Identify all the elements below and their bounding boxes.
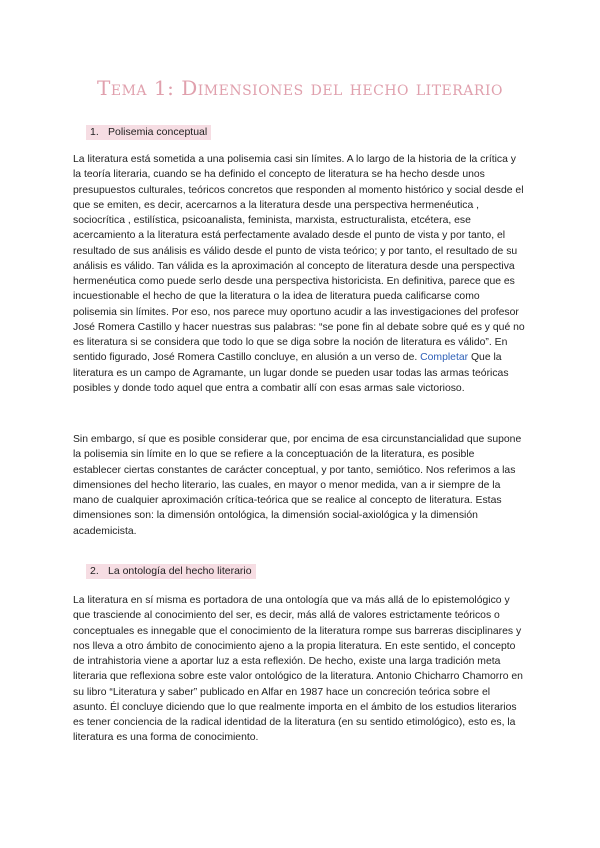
section-number: 1.: [90, 126, 99, 138]
paragraph-text-continued: Que la literatura es un campo de Agramante, un lugar donde se pueden usar todas las armas teóricas posibles y donde todo aquel que entra a combatir allí con esas armas sale victorioso.: [73, 352, 509, 394]
completar-link[interactable]: Completar: [420, 352, 469, 364]
page-title: Tema 1: Dimensiones del hecho literario: [97, 76, 503, 100]
paragraph-polisemia: [73, 152, 525, 396]
paragraph-text: La literatura está sometida a una polisemia casi sin límites. A lo largo de la historia de la crítica y la teoría literaria, cuando se ha definido el concepto de literatura se ha hecho desde unos presupuestos culturales, teóricos concretos que responden al momento histórico y social desde el que se emiten, es decir, acercarnos a la literatura desde una perspectiva hermenéutica , sociocrítica , estilística, psicoanalista, feminista, marxista, estructuralista, etcétera, ese acercamiento a la literatura está perfectamente avalado desde el punto de vista y por tanto, el resultado de sus análisis es válido desde el punto de vista teórico; y por tanto, el resultado de su análisis es válido. Tan válida es la aproximación al concepto de literatura desde una perspectiva hermenéutica como puede serlo desde una perspectiva historicista. En definitiva, parece que es incuestionable el hecho de que la literatura o la idea de literatura pueda calificarse como polisemia sin límites. Por eso, nos parece muy oportuno acudir a las investigaciones del profesor José Romera Castillo y hacer nuestras sus palabras: “se pone fin al debate sobre qué es y qué no es literatura si se considera que todo lo que se diga sobre la noción de literatura es válido”. En sentido figurado, José Romera Castillo concluye, en alusión a un verso de.: [73, 154, 525, 364]
section-heading-polisemia: [86, 125, 211, 140]
paragraph-dimensiones: Sin embargo, sí que es posible considerar que, por encima de esa circunstancialidad que supone la polisemia sin límite en lo que se refiere a la conceptuación de la literatura, es posible establecer ciertas constantes de carácter conceptual, y por tanto, semiótico. Nos referimos a las dimensiones del hecho literario, las cuales, en mayor o menor medida, van a ir siempre de la mano de cualquier aproximación crítica-teórica que se realice al concepto de literatura. Estas dimensiones son: la dimensión ontológica, la dimensión social-axiológica y la dimensión academicista.: [73, 434, 522, 537]
section-heading-ontologia: [86, 564, 256, 579]
paragraph-ontologia: La literatura en sí misma es portadora de una ontología que va más allá de lo epistemológico y que trasciende al conocimiento del ser, es decir, más allá de valores estrictamente teóricos o conceptuales es innegable que el conocimiento de la literatura rompe sus barreras disciplinares y nos lleva a otro ámbito de conocimiento ajeno a la propia literatura. En este sentido, el concepto de intrahistoria viene a aportar luz a esta reflexión. De hecho, existe una larga tradición meta literaria que reflexiona sobre este valor ontológico de la literatura. Antonio Chicharro Chamorro en su libro “Literatura y saber” publicado en Alfar en 1987 hace un concreción teórica sobre el asunto. Él concluye diciendo que lo que realmente importa en el ámbito de los estudios literarios es tener conciencia de la radical identidad de la literatura (en su sentido etimológico), esto es, la literatura es una forma de conocimiento.: [73, 595, 523, 744]
section-title: La ontología del hecho literario: [108, 565, 252, 577]
section-number: 2.: [90, 565, 99, 577]
section-title: Polisemia conceptual: [108, 126, 208, 138]
